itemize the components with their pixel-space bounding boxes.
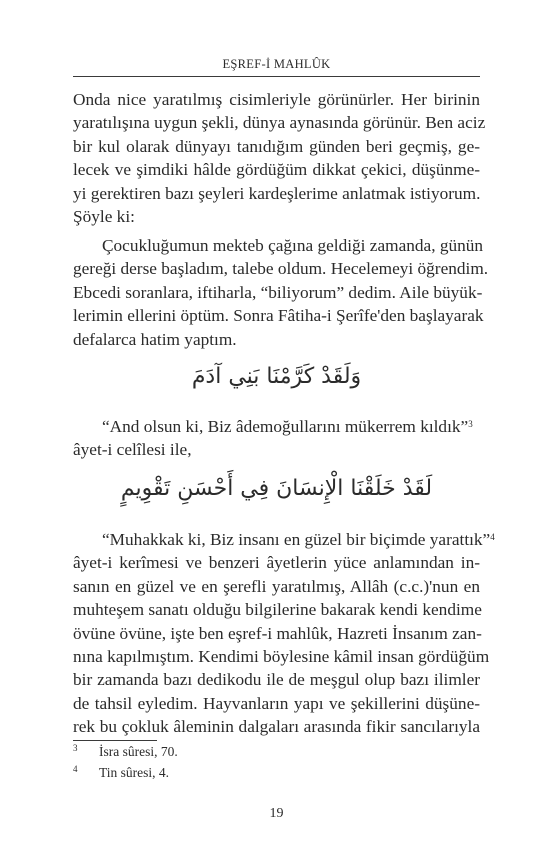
text-line: lecek ve şimdiki hâlde gördüğüm dikkat çekici, düşünme- [73, 160, 480, 180]
footnote-text: Tin sûresi, 4. [99, 765, 170, 780]
text-line: Onda nice yaratılmış cisimleriyle görünürler. Her birinin [73, 90, 480, 109]
text-line: muhteşem sanatı olduğu bilgilerine bakarak kendi kendime [73, 600, 482, 620]
text-line: defalarca hatim yaptım. [73, 329, 237, 349]
text-line: Şöyle ki: [73, 206, 135, 226]
quran-verse-arabic-2: لَقَدْ خَلَقْنَا الْإِنسَانَ فِي أَحْسَنِ تَقْوِيمٍ [120, 476, 433, 501]
text-line: bir zamanda bazı dedikodu ile de meşgul olup bazı ilimler [73, 670, 480, 690]
paragraph-3 [73, 528, 495, 739]
text-line: Çocukluğumun mekteb çağına geldiği zamanda, günün [102, 236, 484, 255]
text-line: yi gerektiren bazı şeyleri kardeşlerime anlatmak istiyorum. [73, 183, 481, 203]
footnote-3 [73, 744, 178, 760]
text-line [73, 528, 495, 551]
text-line: övüne övüne, işte ben eşref-i mahlûk, Hazreti İnsanım zan- [73, 623, 482, 643]
header-rule [73, 76, 480, 77]
quote-text: “And olsun ki, Biz âdemoğullarını mükerrem kıldık” [102, 417, 469, 436]
footnote-text: İsra sûresi, 70. [99, 744, 178, 759]
quran-verse-arabic-1: وَلَقَدْ كَرَّمْنَا بَنِي آدَمَ [191, 364, 362, 389]
text-line: âyet-i celîlesi ile, [73, 440, 192, 460]
footnote-number: 4 [73, 764, 78, 774]
footnote-ref: 4 [490, 532, 495, 542]
text-line: yaratılışına uygun şekli, dünya aynasında görünür. Ben aciz [73, 113, 486, 133]
text-line [73, 415, 480, 438]
text-line: rek bu çokluk âleminin dalgaları arasında fikir sancılarıyla [73, 717, 480, 737]
text-line: bir kul olarak dünyayı tanıdığım günden beri geçmiş, ge- [73, 136, 480, 156]
text-line: de tahsil eyledim. Hayvanların yapı ve şekillerini düşüne- [73, 693, 480, 713]
paragraph-2 [73, 234, 489, 351]
text-line: âyet-i kerîmesi ve benzeri âyetlerin yüce anlamından in- [73, 553, 480, 573]
page-number: 19 [269, 806, 284, 821]
footnote-4 [73, 765, 169, 781]
footnote-rule [73, 740, 157, 741]
text-line: sanın en güzel ve en şerefli yaratılmış, Allâh (c.c.)'nun en [73, 576, 480, 596]
footnote-number: 3 [73, 743, 78, 753]
text-line: nına kapılmıştım. Kendimi böylesine kâmil insan gördüğüm [73, 646, 490, 666]
text-line: gereği derse başladım, talebe oldum. Hecelemeyi öğrendim. [73, 259, 489, 279]
quote-text: “Muhakkak ki, Biz insanı en güzel bir biçimde yarattık” [102, 530, 491, 549]
text-line: lerimin ellerini öptüm. Sonra Fâtiha-i Şerîfe'den başlayarak [73, 306, 484, 326]
running-header: EŞREF-İ MAHLÛK [222, 57, 331, 71]
paragraph-1 [73, 88, 486, 228]
quote-1 [73, 415, 480, 462]
footnote-ref: 3 [468, 419, 473, 429]
text-line: Ebcedi soranlara, iftiharla, “biliyorum” dedim. Aile büyük- [73, 282, 483, 302]
